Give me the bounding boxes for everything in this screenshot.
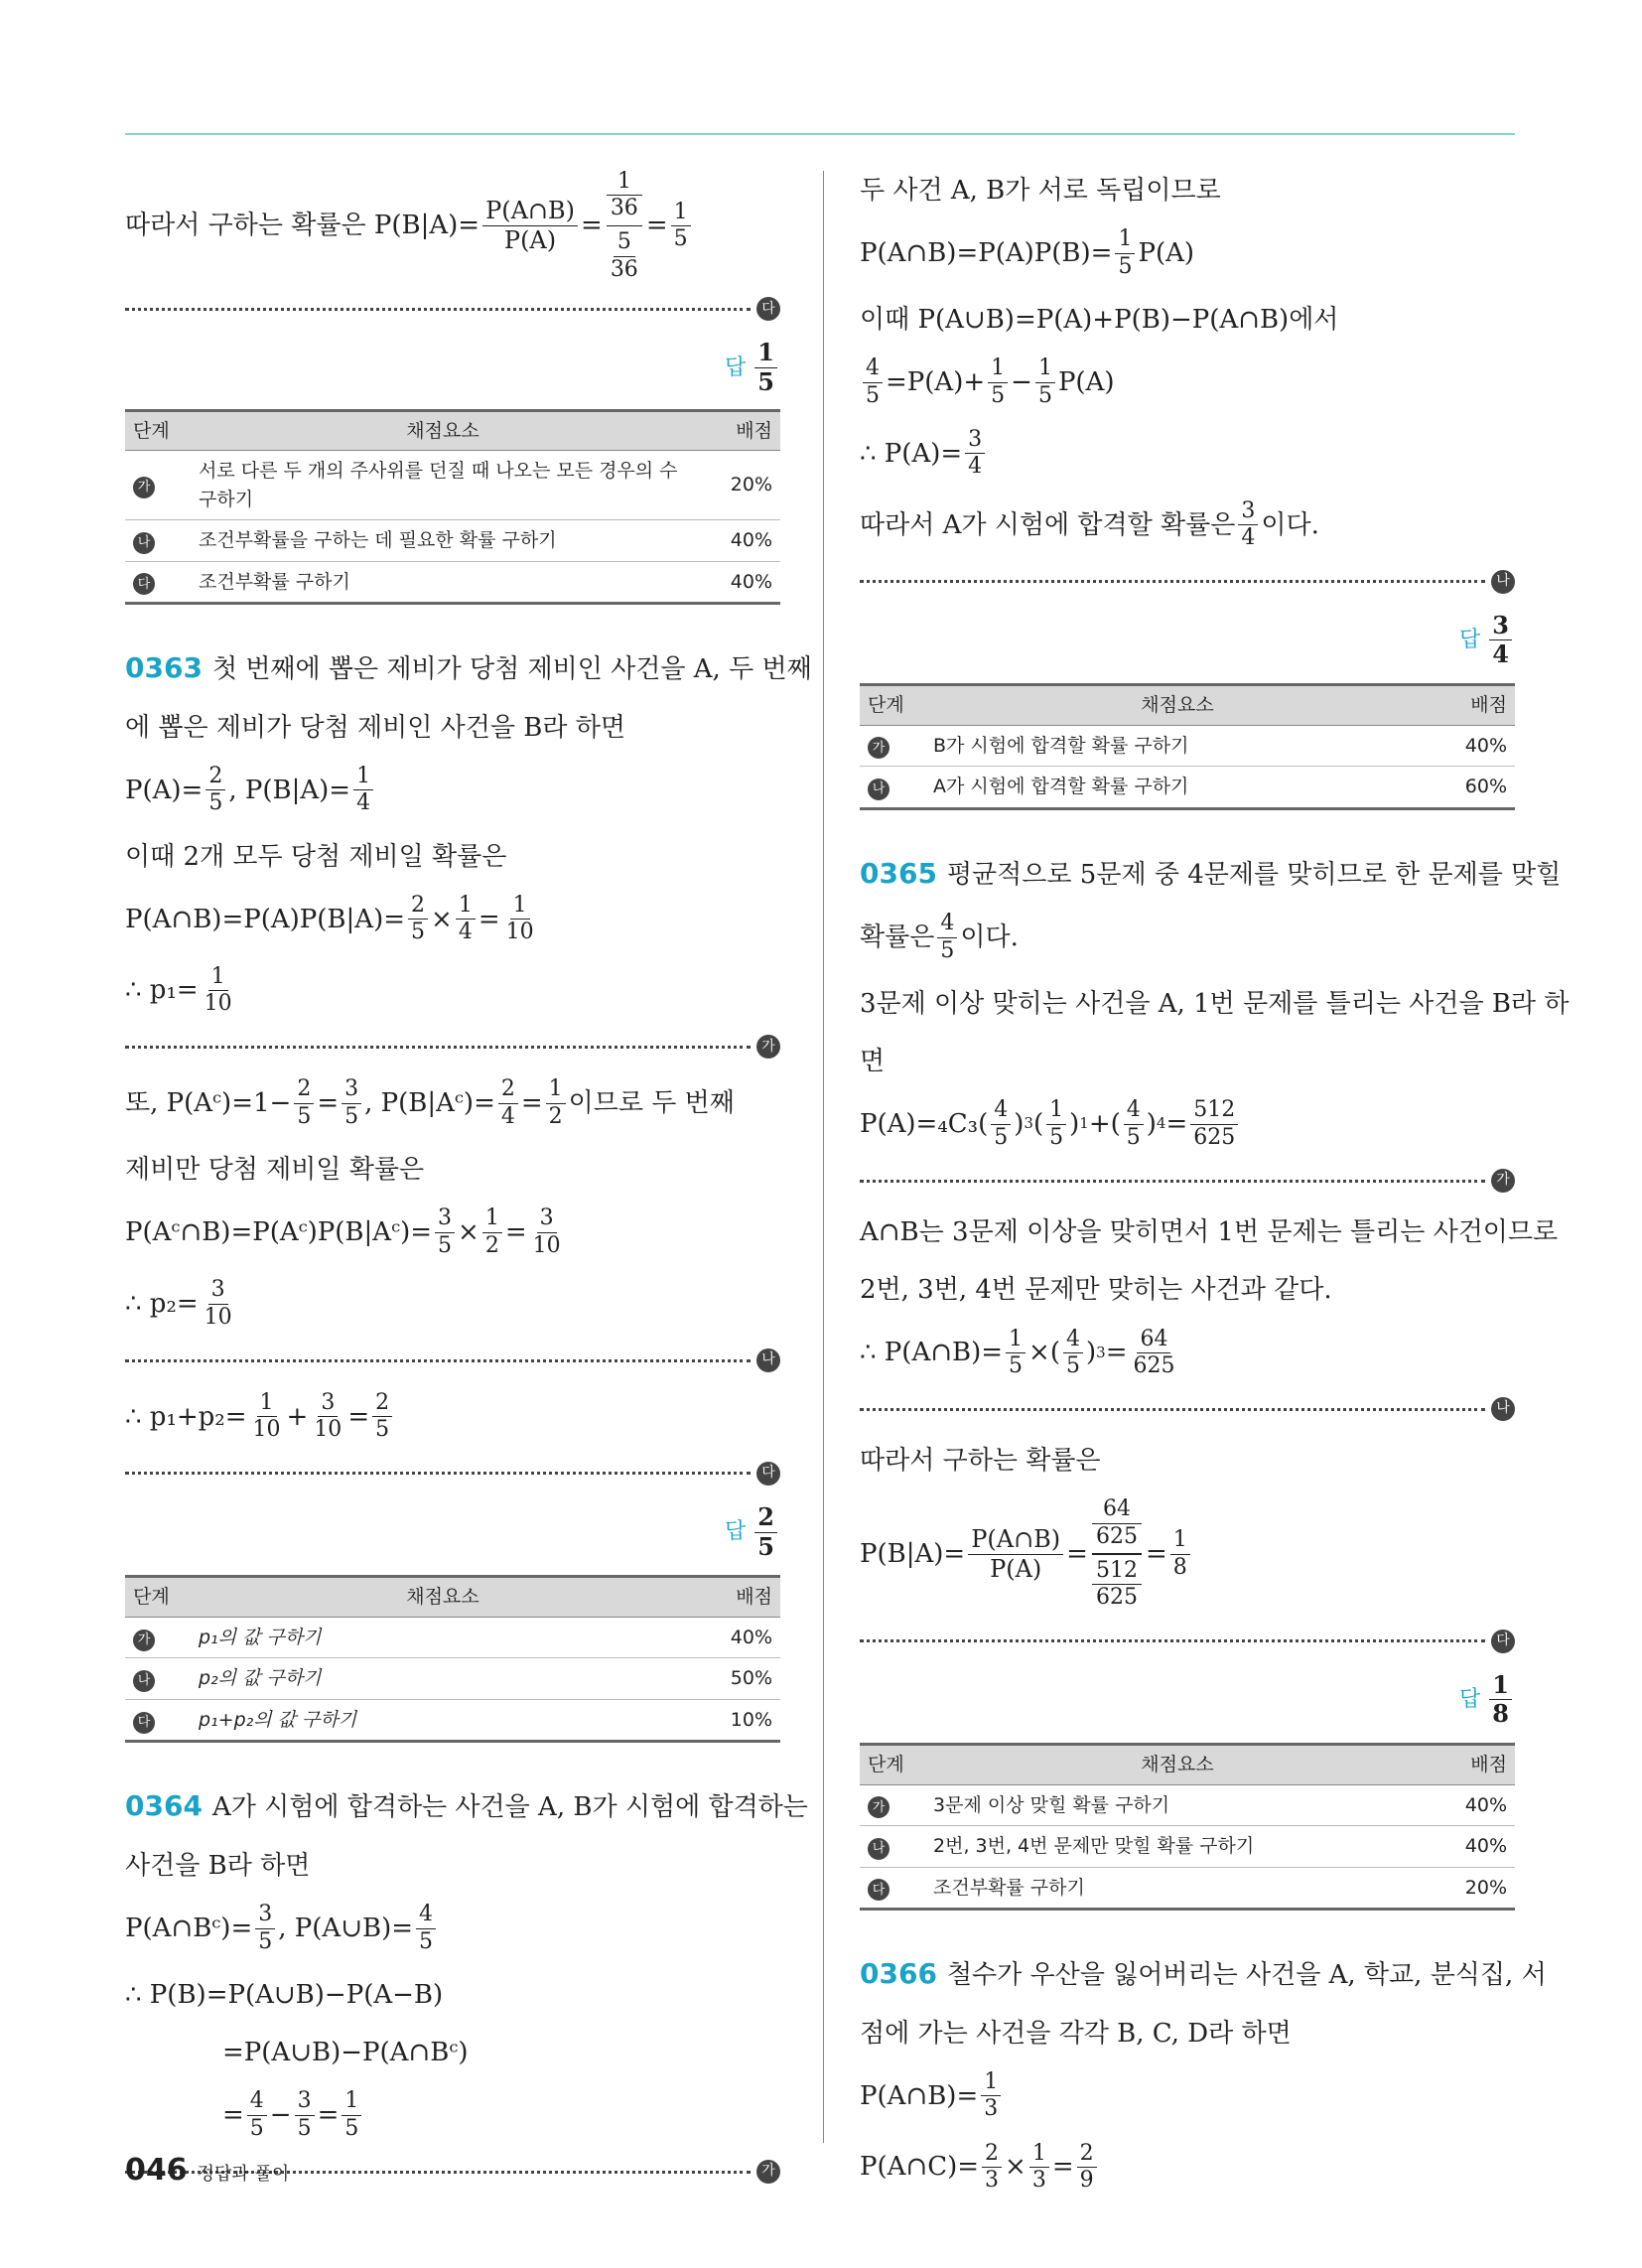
step-badge-icon: 가 (1491, 1169, 1515, 1193)
problem-0365: 0365 평균적으로 5문제 중 4문제를 맞히므로 한 문제를 맞힐 확률은 $\frac{4}{5}$ 이다. 3문제 이상 맞히는 사건을 A, 1번 문제를 틀리는 사건을 B라 하 면 P(A)=₄C₃ ( $\frac{4}{5}$ ) 3 ( $\frac{1}{5}$ ) 1 +( $\frac{4}{5}$ ) 4 = $\frac{512}{625}$ 가 A∩B는 3문제 이상을 맞히면서 1번 문제는 틀리는 사건이므로 2번, 3번, 4번 문제만 맞히는 사건과 같다. ∴ P(A∩B)= $\frac{1}{5}$ ×( $\frac{4}{5}$ ) 3 = $\frac{64}{625}$ 나 따라서 구하는 확률은 P(B|A)= $\frac{P(A\cap B)}{P(A)}$ = 64 625 512 625 = $\frac{1}{8}$ 다 답 $\frac{1}{8}$ (860, 856, 1570, 1729)
scoring-table: 단계 채점요소 배점 가 p₁의 값 구하기 40% 나 p₂의 값 구하기 50% 다 p₁+p₂의 값 구하기 10% (125, 1575, 780, 1743)
table-row: 다 조건부확률 구하기 20% (860, 1867, 1515, 1910)
table-row: 나 A가 시험에 합격할 확률 구하기 60% (860, 767, 1515, 809)
step-badge-icon: 나 (868, 779, 889, 800)
left-column (125, 169, 812, 2201)
step-badge-icon: 나 (868, 1838, 889, 1860)
table-row: 가 서로 다른 두 개의 주사위를 던질 때 나오는 모든 경우의 수 구하기 20% (125, 451, 780, 520)
scoring-table: 단계 채점요소 배점 가 B가 시험에 합격할 확률 구하기 40% 나 A가 시험에 합격할 확률 구하기 60% (860, 683, 1515, 810)
problem-0363: 0363 첫 번째에 뽑은 제비가 당첨 제비인 사건을 A, 두 번째 에 뽑은 제비가 당첨 제비인 사건을 B라 하면 P(A)= $\frac{2}{5}$ , P(B|A)= $\frac{1}{4}$ 이때 2개 모두 당첨 제비일 확률은 P(A∩B)=P(A)P(B|A)= $\frac{2}{5}$ × $\frac{1}{4}$ = $\frac{1}{10}$ ∴ p₁= $\frac{1}{10}$ 가 또, P(Aᶜ)=1− $\frac{2}{5}$ = $\frac{3}{5}$ , P(B|Aᶜ)= $\frac{2}{4}$ = $\frac{1}{2}$ 이므로 두 번째 제비만 당첨 제비일 확률은 P(Aᶜ∩B)=P(Aᶜ)P(B|Aᶜ)= $\frac{3}{5}$ × $\frac{1}{2}$ = $\frac{3}{10}$ ∴ p₂= $\frac{3}{10}$ 나 ∴ p₁+p₂= $\frac{1}{10}$ + $\frac{3}{10}$ = $\frac{2}{5}$ 다 답 $\frac{2}{5}$ (125, 651, 812, 1561)
table-row: 다 조건부확률 구하기 40% (125, 561, 780, 604)
step-badge-icon: 가 (868, 737, 889, 759)
problem-number: 0364 (125, 1789, 203, 1823)
column-divider (823, 171, 824, 2143)
answer: 답 $\frac{1}{5}$ (125, 339, 780, 397)
step-badge-icon: 다 (133, 1712, 155, 1734)
problem-0366: 0366 철수가 우산을 잃어버리는 사건을 A, 학교, 분식집, 서 점에 가는 사건을 각각 B, C, D라 하면 P(A∩B)= $\frac{1}{3}$ P(A∩C)= $\frac{2}{3}$ × $\frac{1}{3}$ = $\frac{2}{9}$ (860, 1957, 1547, 2194)
table-row: 가 B가 시험에 합격할 확률 구하기 40% (860, 725, 1515, 767)
problem-0364: 0364 A가 시험에 합격하는 사건을 A, B가 시험에 합격하는 사건을 B라 하면 P(A∩Bᶜ)= $\frac{3}{5}$ , P(A∪B)= $\frac{4}{5}$ ∴ P(B)=P(A∪B)−P(A−B) =P(A∪B)−P(A∩Bᶜ) = $\frac{4}{5}$ − $\frac{3}{5}$ = $\frac{1}{5}$ 가 (125, 1782, 780, 2184)
problem-0364-continued: 두 사건 A, B가 서로 독립이므로 P(A∩B)=P(A)P(B)= $\frac{1}{5}$ P(A) 이때 P(A∪B)=P(A)+P(B)−P(A∩B)에서 $\frac{4}{5}$ =P(A)+ $\frac{1}{5}$ − $\frac{1}{5}$ P(A) ∴ P(A)= $\frac{3}{4}$ 따라서 A가 시험에 합격할 확률은 $\frac{3}{4}$ 이다. 나 답 $\frac{3}{4}$ (860, 169, 1515, 669)
step-badge-icon: 가 (133, 477, 155, 498)
step-badge-icon: 다 (756, 1462, 780, 1486)
page-number: 046 (125, 2153, 188, 2188)
step-badge-icon: 나 (1491, 1397, 1515, 1421)
step-badge-icon: 가 (756, 2160, 780, 2184)
step-badge-icon: 다 (868, 1879, 889, 1901)
table-row: 나 조건부확률을 구하는 데 필요한 확률 구하기 40% (125, 520, 780, 562)
page-footer (125, 2153, 289, 2188)
table-row: 나 p₂의 값 구하기 50% (125, 1658, 780, 1700)
table-row: 다 p₁+p₂의 값 구하기 10% (125, 1699, 780, 1742)
step-badge-icon: 나 (1491, 570, 1515, 594)
table-row: 가 p₁의 값 구하기 40% (125, 1617, 780, 1658)
step-badge-icon: 다 (133, 573, 155, 595)
scoring-table: 단계 채점요소 배점 가 서로 다른 두 개의 주사위를 던질 때 나오는 모든 경우의 수 구하기 20% 나 조건부확률을 구하는 데 필요한 확률 구하기 40% 다 조건부확률 구하기 40% (125, 409, 780, 606)
step-badge-icon: 가 (868, 1796, 889, 1818)
step-badge-icon: 다 (1491, 1630, 1515, 1653)
problem-number: 0365 (860, 856, 937, 890)
step-badge-icon: 나 (756, 1348, 780, 1372)
header-rule (125, 133, 1515, 135)
table-row: 나 2번, 3번, 4번 문제만 맞힐 확률 구하기 40% (860, 1826, 1515, 1868)
footer-title: 정답과 풀이 (197, 2164, 290, 2185)
step-badge-icon: 다 (756, 297, 780, 321)
intro-equation: 따라서 구하는 확률은 P(B|A)= $\frac{P(A\cap B)}{P(A)}$ = 1 36 5 36 = $\frac{1}{5}$ (125, 169, 780, 283)
step-badge-icon: 가 (756, 1035, 780, 1059)
right-column (860, 169, 1570, 2211)
step-badge-icon: 나 (133, 1670, 155, 1692)
step-badge-icon: 가 (133, 1630, 155, 1651)
scoring-table: 단계 채점요소 배점 가 3문제 이상 맞힐 확률 구하기 40% 나 2번, 3번, 4번 문제만 맞힐 확률 구하기 40% 다 조건부확률 구하기 20% (860, 1743, 1515, 1911)
problem-number: 0363 (125, 651, 203, 685)
step-separator (125, 297, 780, 321)
step-badge-icon: 나 (133, 532, 155, 554)
table-row: 가 3문제 이상 맞힐 확률 구하기 40% (860, 1784, 1515, 1826)
problem-number: 0366 (860, 1957, 937, 1991)
